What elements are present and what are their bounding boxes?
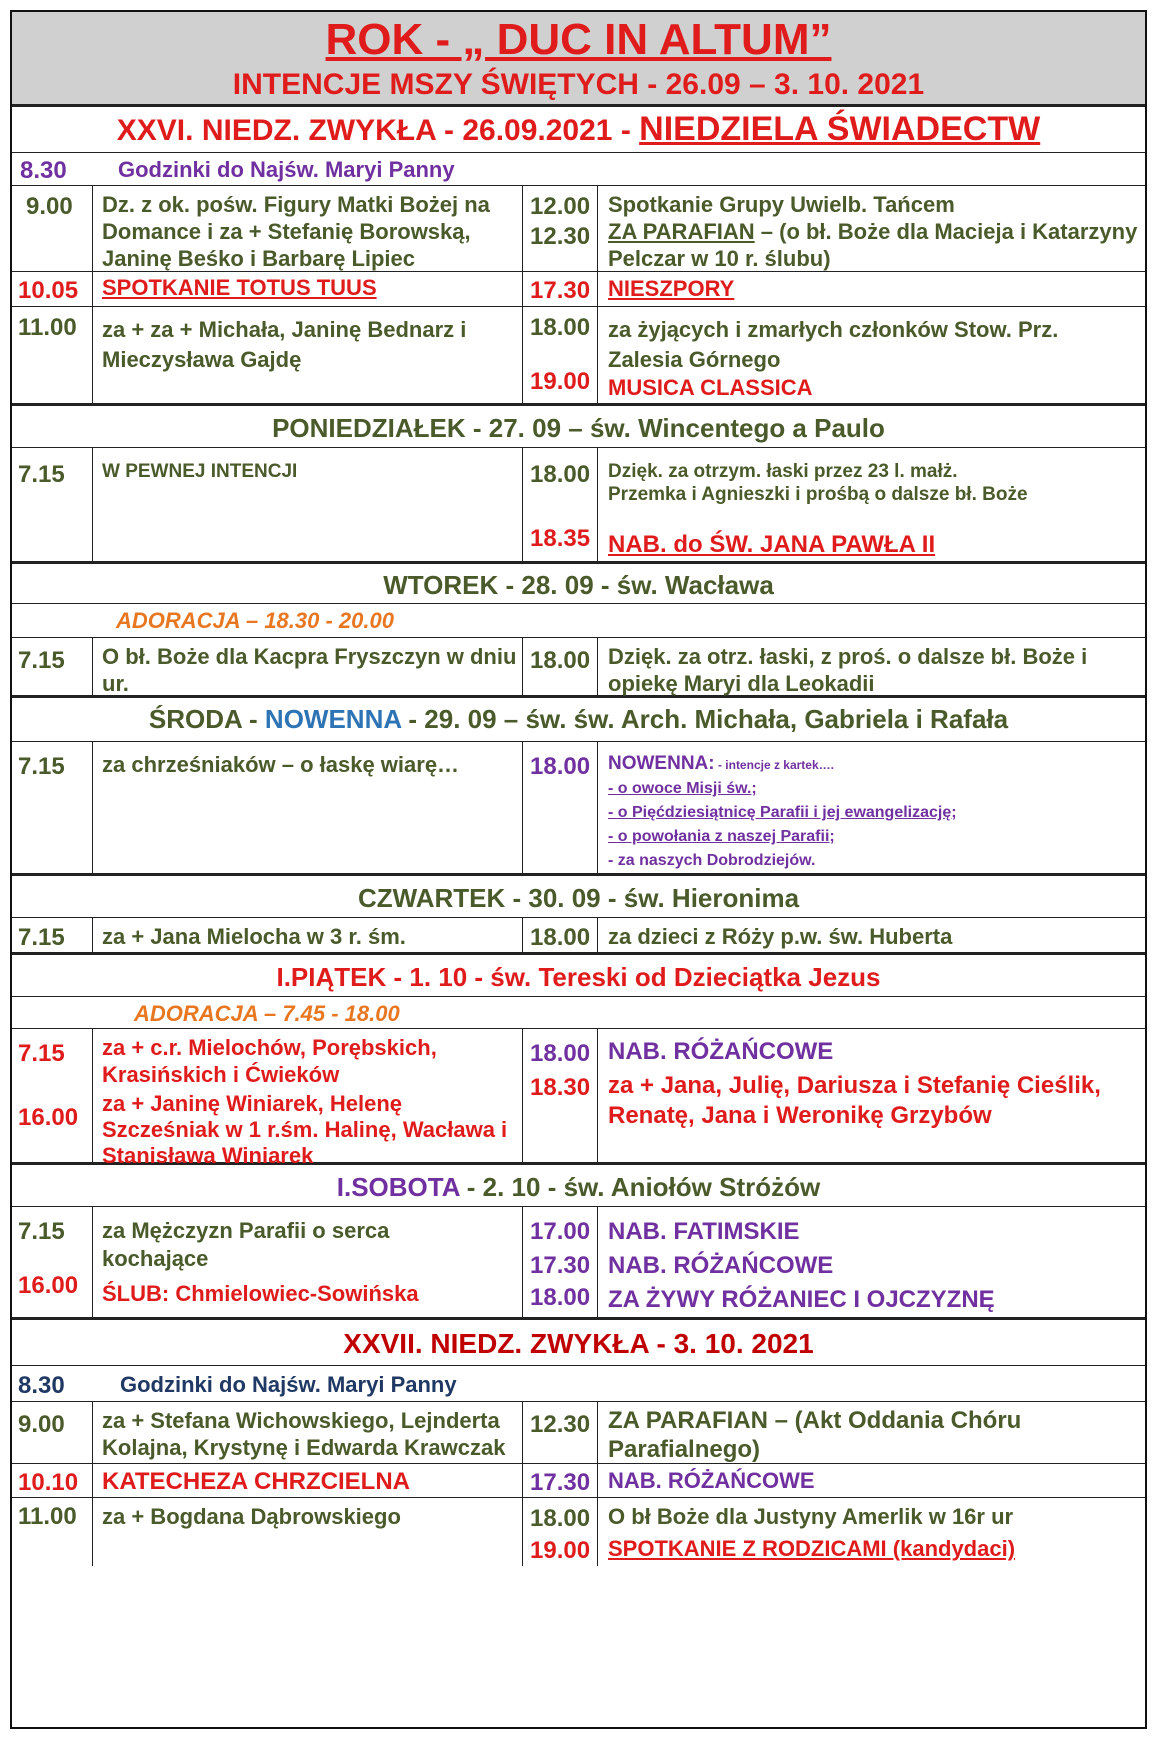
saturday-saints: - 2. 10 - św. Aniołów Stróżów (459, 1172, 821, 1202)
intention: Dz. z ok. pośw. Figury Matki Bożej na Domance i za + Stefanię Borowską, Janinę Beśko i Barbarę Lipiec (102, 192, 490, 271)
time: 18.00 (530, 1284, 591, 1311)
monday-title-row (12, 406, 1145, 448)
wednesday-novena: NOWENNA (264, 704, 402, 734)
subtitle: INTENCJE MSZY ŚWIĘTYCH - 26.09 – 3. 10. 2021 (232, 68, 925, 101)
time: 19.00 (530, 1537, 591, 1564)
time: 18.00 (530, 1505, 591, 1532)
friday-row (12, 1029, 1145, 1168)
novena-item: - za naszych Dobrodziejów. (608, 852, 816, 869)
sunday1-row-1 (12, 153, 1145, 186)
intention: W PEWNEJ INTENCJI (102, 461, 298, 482)
intention: za + Stefana Wichowskiego, Lejnderta Kolajna, Krystynę i Edwarda Krawczak (102, 1408, 506, 1460)
tuesday-adoration-row (12, 604, 1145, 638)
sunday2-row-4 (12, 1498, 1145, 1731)
intention: NAB. do ŚW. JANA PAWŁA II (608, 531, 936, 558)
wednesday-saints: - 29. 09 – św. św. Arch. Michała, Gabriela i Rafała (401, 704, 1009, 734)
adoration: ADORACJA – 18.30 - 20.00 (116, 608, 394, 633)
intention: za + Janinę Winiarek, Helenę Szcześniak w 1 r.śm. Halinę, Wacława i Stanisława Winiarek (102, 1091, 508, 1168)
schedule-page (10, 10, 1147, 1729)
intention: ŚLUB: Chmielowiec-Sowińska (102, 1281, 419, 1306)
sunday1-title-theme: NIEDZIELA ŚWIADECTW (639, 110, 1041, 148)
thursday-title-row (12, 876, 1145, 918)
header (12, 12, 1145, 107)
intention: za chrześniaków – o łaskę wiarę… (102, 752, 460, 777)
novena-note: - intencje z kartek…. (714, 758, 834, 772)
time: 11.00 (18, 314, 77, 341)
intention: NIESZPORY (608, 276, 735, 301)
sunday2-title-row (12, 1320, 1145, 1366)
intention: za Mężczyzn Parafii o serca kochające (102, 1218, 390, 1271)
time: 7.15 (18, 1218, 65, 1245)
time: 9.00 (18, 1411, 65, 1438)
time: 7.15 (18, 1040, 65, 1067)
time: 8.30 (20, 157, 67, 184)
tuesday-title-row (12, 564, 1145, 604)
intention: SPOTKANIE Z RODZICAMI (kandydaci) (608, 1536, 1016, 1561)
sunday1-title-row (12, 107, 1145, 153)
time: 7.15 (18, 753, 65, 780)
time: 18.00 (530, 924, 591, 951)
novena-list (608, 752, 1143, 873)
time: 19.00 (530, 368, 591, 395)
saturday-row (12, 1207, 1145, 1320)
intention: NAB. RÓŻAŃCOWE (608, 1468, 815, 1493)
intention: Spotkanie Grupy Uwielb. Tańcem (608, 192, 955, 217)
tuesday-row (12, 638, 1145, 698)
friday-title: I.PIĄTEK - 1. 10 - św. Tereski od Dzieciątka Jezus (276, 962, 881, 992)
time: 17.30 (530, 1469, 591, 1496)
intention: za + Jana, Julię, Dariusza i Stefanię Cieślik, Renatę, Jana i Weronikę Grzybów (608, 1072, 1101, 1129)
monday-row (12, 448, 1145, 564)
tuesday-title: WTOREK - 28. 09 - św. Wacława (383, 570, 774, 600)
time: 12.00 (530, 193, 591, 220)
main-title: ROK - „ DUC IN ALTUM” (325, 15, 832, 64)
intention: NAB. RÓŻAŃCOWE (608, 1038, 834, 1065)
sunday1-row-3 (12, 272, 1145, 307)
time: 18.00 (530, 461, 591, 488)
friday-adoration-row (12, 997, 1145, 1029)
friday-title-row (12, 955, 1145, 997)
intention: NAB. RÓŻAŃCOWE (608, 1252, 834, 1279)
monday-title: PONIEDZIAŁEK - 27. 09 – św. Wincentego a Paulo (272, 413, 885, 443)
intention: O bł. Boże dla Kacpra Fryszczyn w dniu ur. (102, 644, 517, 696)
adoration: ADORACJA – 7.45 - 18.00 (134, 1001, 400, 1026)
intention: O bł Boże dla Justyny Amerlik w 16r ur (608, 1504, 1014, 1529)
time: 18.35 (530, 525, 591, 552)
time: 8.30 (18, 1372, 65, 1399)
time: 17.30 (530, 277, 591, 304)
intention: Godzinki do Najśw. Maryi Panny (118, 157, 455, 182)
intention: Dzięk. za otrz. łaski, z proś. o dalsze bł. Boże i opiekę Maryi dla Leokadii (608, 644, 1088, 696)
intention: za dzieci z Róży p.w. św. Huberta (608, 924, 953, 949)
time: 18.00 (530, 647, 591, 674)
time: 11.00 (18, 1503, 77, 1530)
saturday-title: I.SOBOTA (336, 1172, 460, 1202)
intention: za + c.r. Mielochów, Porębskich, Krasińskich i Ćwieków (102, 1035, 437, 1087)
time: 10.10 (18, 1469, 79, 1496)
time: 16.00 (18, 1104, 79, 1131)
time: 10.05 (18, 277, 79, 304)
time: 16.00 (18, 1272, 79, 1299)
time: 7.15 (18, 647, 65, 674)
time: 18.00 (530, 753, 591, 780)
time: 17.00 (530, 1218, 591, 1245)
intention: za + Jana Mielocha w 3 r. śm. (102, 924, 406, 949)
time: 18.00 (530, 314, 591, 341)
sunday1-title: XXVI. NIEDZ. ZWYKŁA - 26.09.2021 - (116, 114, 640, 147)
intention: KATECHEZA CHRZCIELNA (102, 1468, 410, 1495)
time: 7.15 (18, 461, 65, 488)
sunday2-row-1 (12, 1366, 1145, 1402)
intention: ZA PARAFIAN – (Akt Oddania Chóru Parafialnego) (608, 1407, 1022, 1464)
sunday2-title: XXVII. NIEDZ. ZWYKŁA - 3. 10. 2021 (343, 1328, 814, 1359)
time: 18.00 (530, 1040, 591, 1067)
novena-item: - o powołania z naszej Parafii; (608, 828, 835, 845)
sunday2-row-3 (12, 1464, 1145, 1498)
novena-label: NOWENNA: (608, 753, 715, 774)
intention-prefix: ZA PARAFIAN (608, 219, 755, 244)
intention: ZA ŻYWY RÓŻANIEC I OJCZYZNĘ (608, 1286, 995, 1313)
time: 12.30 (530, 223, 591, 250)
wednesday-title-row (12, 698, 1145, 742)
saturday-title-row (12, 1165, 1145, 1207)
time: 7.15 (18, 924, 65, 951)
intention: za + Bogdana Dąbrowskiego (102, 1504, 401, 1529)
time: 12.30 (530, 1411, 591, 1438)
time: 9.00 (26, 193, 73, 220)
thursday-row (12, 918, 1145, 955)
intention: za + za + Michała, Janinę Bednarz i Mieczysława Gajdę (102, 317, 467, 372)
wednesday-title: ŚRODA - (148, 704, 265, 734)
sunday1-row-4 (12, 307, 1145, 406)
time: 18.30 (530, 1074, 591, 1101)
intention: MUSICA CLASSICA (608, 375, 813, 400)
sunday1-row-2 (12, 186, 1145, 272)
time: 17.30 (530, 1252, 591, 1279)
intention: Godzinki do Najśw. Maryi Panny (120, 1372, 457, 1397)
thursday-title: CZWARTEK - 30. 09 - św. Hieronima (357, 883, 800, 913)
intention: NAB. FATIMSKIE (608, 1218, 800, 1245)
wednesday-row (12, 742, 1145, 876)
intention: SPOTKANIE TOTUS TUUS (102, 275, 377, 300)
sunday2-row-2 (12, 1402, 1145, 1464)
intention: Dzięk. za otrzym. łaski przez 23 l. małż. Przemka i Agnieszki i prośbą o dalsze bł. Boże (608, 461, 1028, 506)
novena-item: - o Pięćdziesiątnicę Parafii i jej ewangelizację; (608, 804, 957, 821)
intention: – (o bł. Boże dla Macieja i Katarzyny Pelczar w 10 r. ślubu) (608, 219, 1138, 271)
novena-item: - o owoce Misji św.; (608, 780, 757, 797)
intention: za żyjących i zmarłych członków Stow. Prz. Zalesia Górnego (608, 317, 1059, 372)
